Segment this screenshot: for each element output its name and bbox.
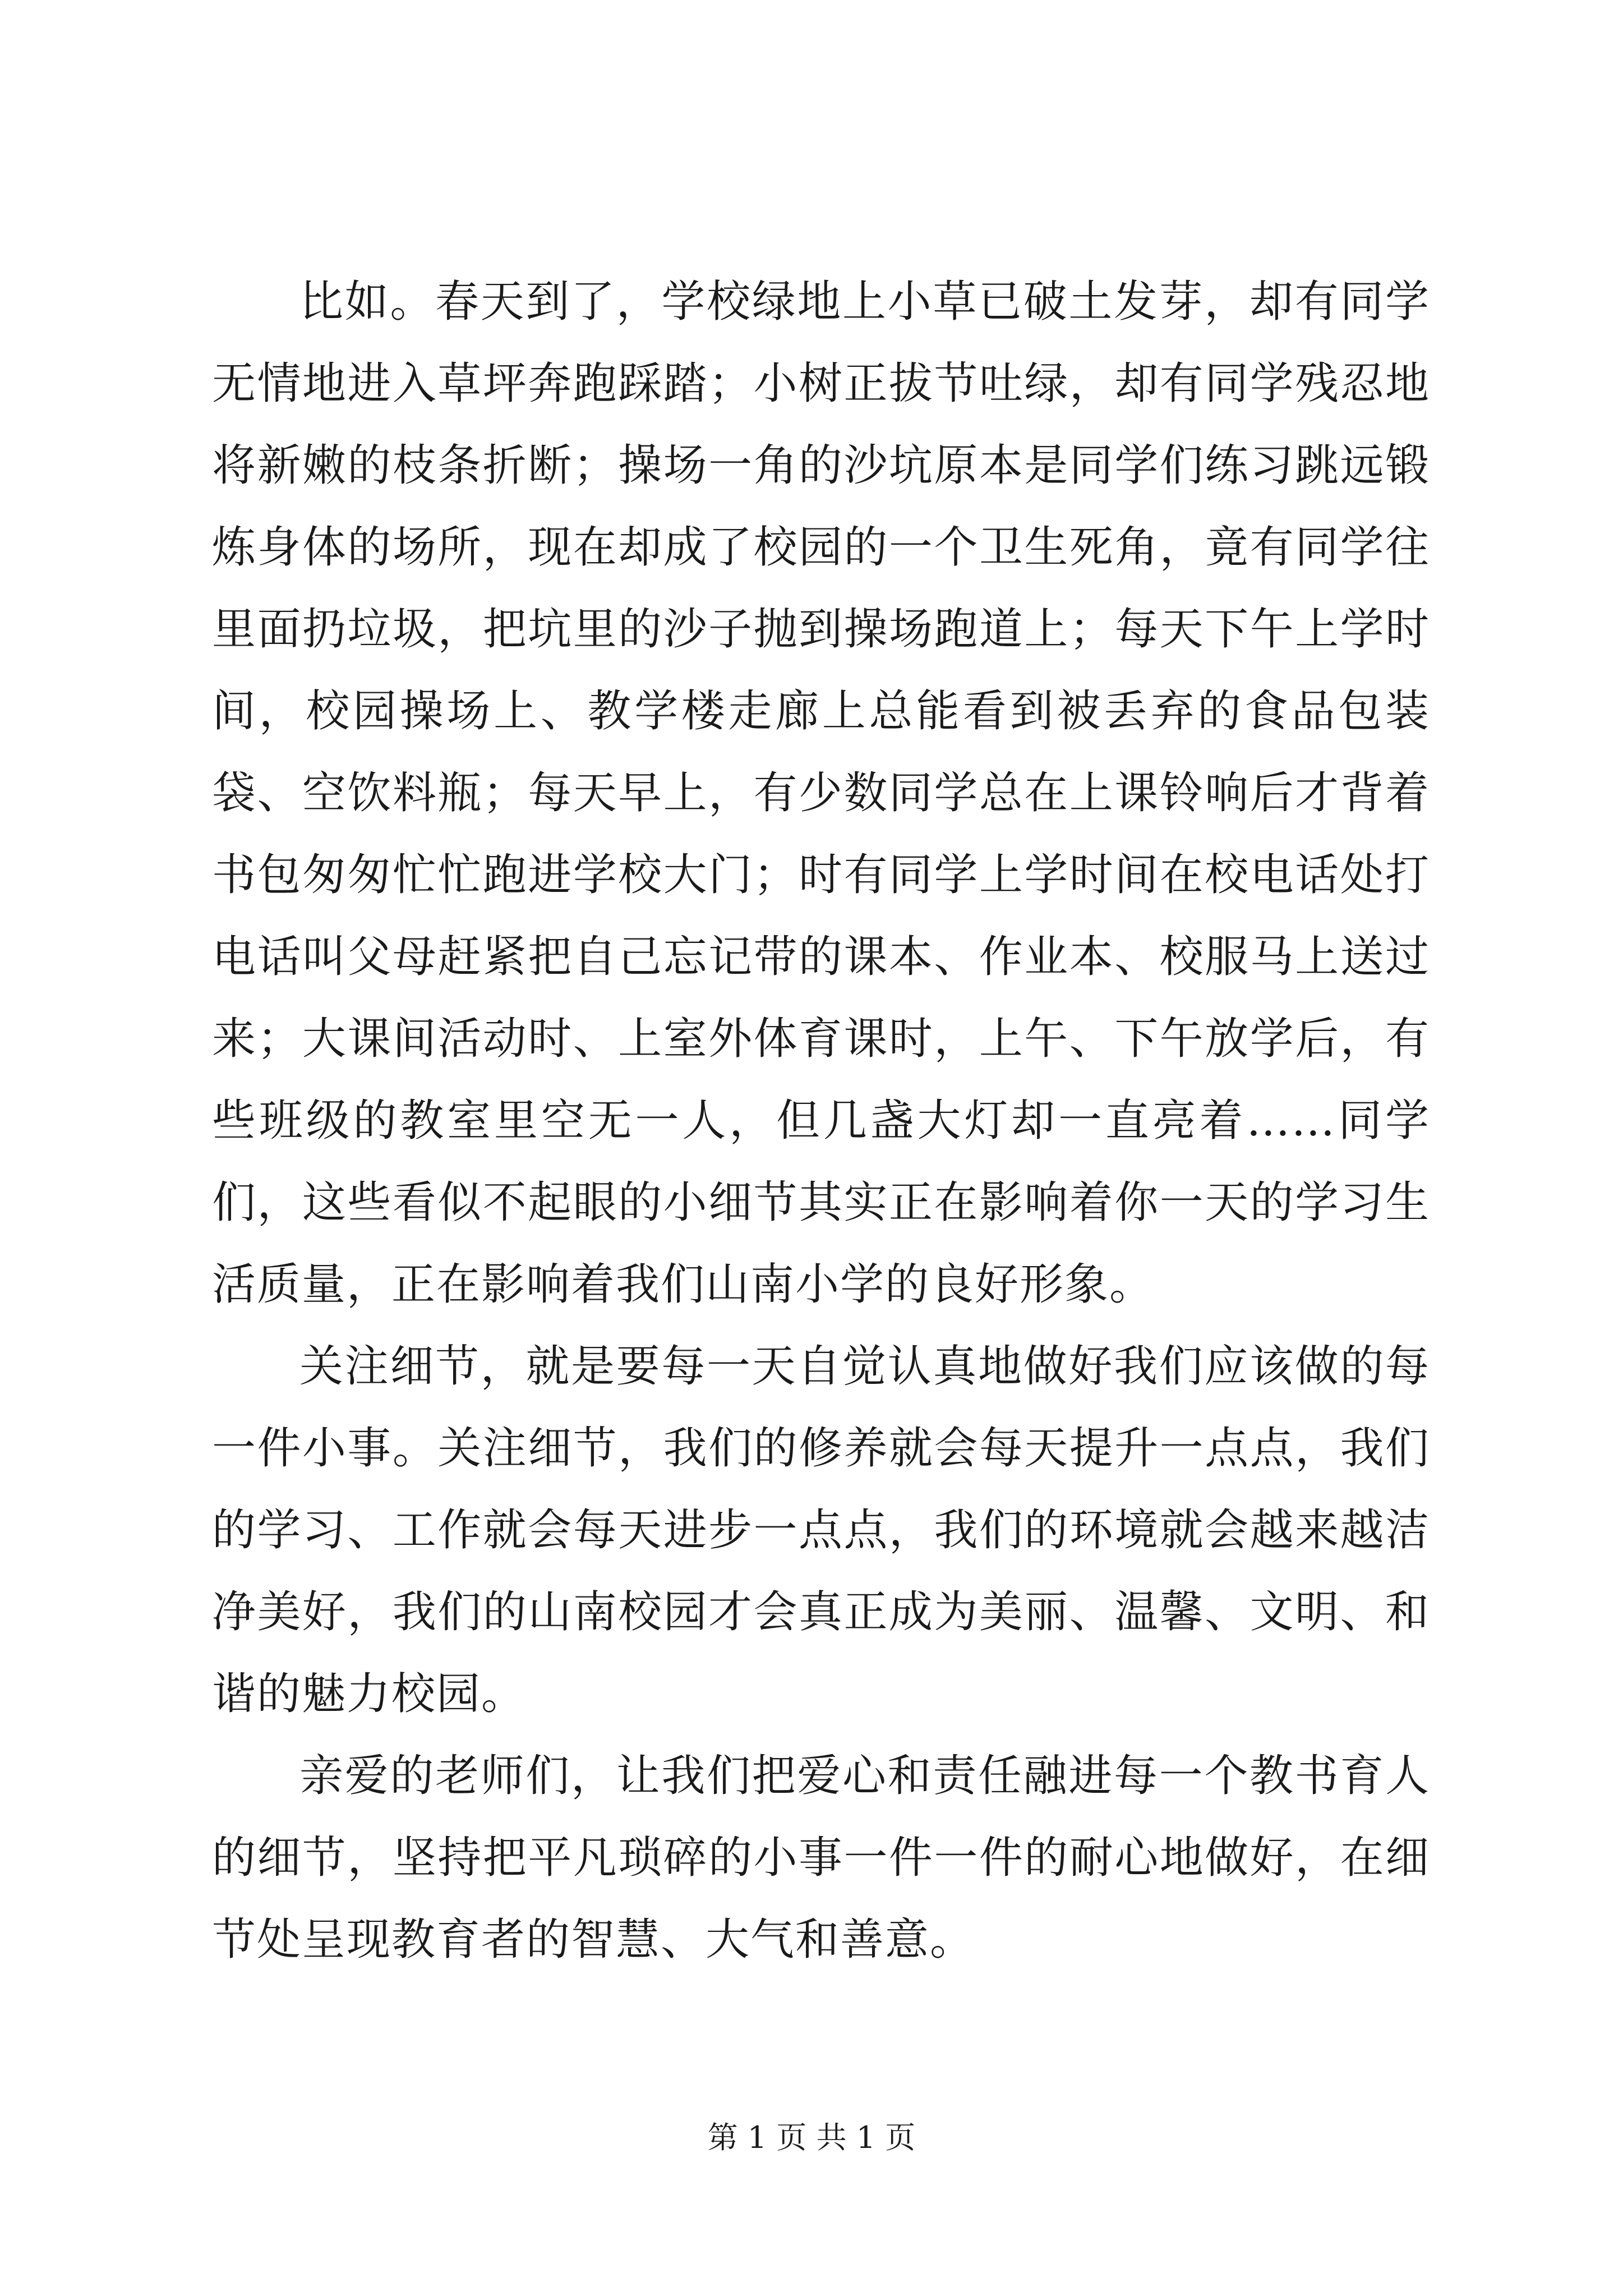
document-body (212, 261, 1430, 1981)
paragraph-2: 关注细节，就是要每一天自觉认真地做好我们应该做的每一件小事。关注细节，我们的修养就会每天提升一点点，我们的学习、工作就会每天进步一点点，我们的环境就会越来越洁净美好，我们的山南校园才会真正成为美丽、温馨、文明、和谐的魅力校园。 (212, 1341, 1430, 1719)
paragraph-3: 亲爱的老师们，让我们把爱心和责任融进每一个教书育人的细节，坚持把平凡琐碎的小事一件一件的耐心地做好，在细节处呈现教育者的智慧、大气和善意。 (212, 1751, 1430, 1965)
page-footer: 第 1 页 共 1 页 (707, 2120, 916, 2155)
paragraph-1: 比如。春天到了，学校绿地上小草已破土发芽，却有同学无情地进入草坪奔跑踩踏；小树正拔节吐绿，却有同学残忍地将新嫩的枝条折断；操场一角的沙坑原本是同学们练习跳远锻炼身体的场所，现在却成了校园的一个卫生死角，竟有同学往里面扔垃圾，把坑里的沙子抛到操场跑道上；每天下午上学时间，校园操场上、教学楼走廊上总能看到被丢弃的食品包装袋、空饮料瓶；每天早上，有少数同学总在上课铃响后才背着书包匆匆忙忙跑进学校大门；时有同学上学时间在校电话处打电话叫父母赶紧把自己忘记带的课本、作业本、校服马上送过来；大课间活动时、上室外体育课时，上午、下午放学后，有些班级的教室里空无一人，但几盏大灯却一直亮着……同学们，这些看似不起眼的小细节其实正在影响着你一天的学习生活质量，正在影响着我们山南小学的良好形象。 (212, 277, 1430, 1310)
